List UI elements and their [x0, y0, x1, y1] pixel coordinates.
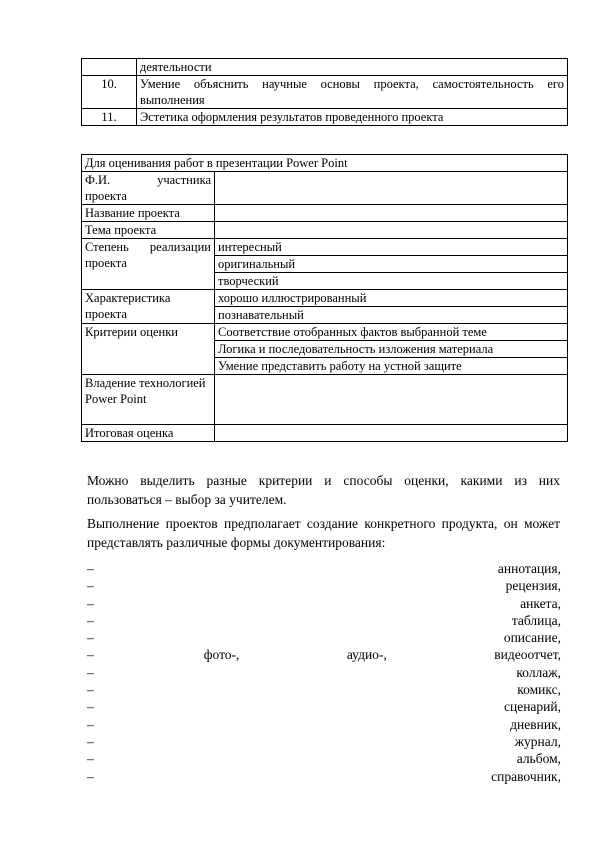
table-row [82, 205, 568, 222]
dash: – [87, 647, 94, 663]
list-item-text: дневник, [510, 716, 561, 732]
dash: – [87, 699, 94, 715]
table-row [82, 239, 568, 256]
fio-label: Ф.И. участника проекта [82, 172, 215, 205]
table-row [82, 290, 568, 307]
list-item [87, 595, 561, 612]
row-text: Умение объяснить научные основы проекта, самостоятельность его выполнения [137, 76, 568, 109]
degree-item: интересный [215, 239, 568, 256]
row-number: 11. [82, 109, 137, 126]
dash: – [87, 716, 94, 732]
table-title: Для оценивания работ в презентации Power Point [82, 155, 568, 172]
table-row [82, 222, 568, 239]
list-item [87, 612, 561, 629]
criteria-label: Критерии оценки [82, 324, 215, 375]
list-item-text: видеоотчет, [494, 647, 561, 663]
list-item [87, 664, 561, 681]
list-item [87, 716, 561, 733]
criteria-table-continued [81, 58, 568, 126]
dash: – [87, 612, 94, 628]
fio-value-cell [215, 172, 568, 205]
list-item [87, 681, 561, 698]
table-row [82, 109, 568, 126]
list-item-text: справочник, [491, 768, 561, 784]
final-grade-cell [215, 425, 568, 442]
table-row [82, 76, 568, 109]
row-text: деятельности [137, 59, 568, 76]
row-number: 10. [82, 76, 137, 109]
characteristic-item: познавательный [215, 307, 568, 324]
dash: – [87, 733, 94, 749]
table-row [82, 59, 568, 76]
list-item [87, 629, 561, 646]
list-item-text: аннотация, [497, 561, 561, 576]
criteria-item: Соответствие отобранных фактов выбранной теме [215, 324, 568, 341]
media-row [94, 646, 561, 663]
project-theme-label: Тема проекта [82, 222, 215, 239]
paragraph: Выполнение проектов предполагает создание конкретного продукта, он может представлять различные формы документирования: [87, 516, 560, 550]
degree-label: Степень реализации проекта [82, 239, 215, 290]
list-item-text: сценарий, [504, 699, 561, 715]
list-item [87, 577, 561, 594]
criteria-item: Умение представить работу на устной защите [215, 358, 568, 375]
list-item-text: таблица, [511, 612, 561, 628]
degree-item: оригинальный [215, 256, 568, 273]
project-name-label: Название проекта [82, 205, 215, 222]
table-row [82, 172, 568, 205]
list-item [87, 768, 561, 785]
list-item [87, 750, 561, 767]
table-title-row [82, 155, 568, 172]
list-item-text: аудио-, [346, 647, 387, 663]
row-text: Эстетика оформления результатов проведенного проекта [137, 109, 568, 126]
list-item [87, 733, 561, 750]
list-item-text: описание, [503, 630, 561, 646]
list-item-text: комикс, [517, 682, 561, 698]
criteria-item: Логика и последовательность изложения материала [215, 341, 568, 358]
list-item-text: коллаж, [516, 664, 561, 680]
powerpoint-skill-label: Владение технологией Power Point [82, 375, 215, 425]
dash: – [87, 682, 94, 698]
table-row [82, 375, 568, 425]
row-number [82, 59, 137, 76]
degree-item: творческий [215, 273, 568, 290]
characteristic-label: Характеристика проекта [82, 290, 215, 324]
table-row [82, 324, 568, 341]
document-forms-list [87, 560, 561, 785]
list-item [87, 698, 561, 715]
powerpoint-skill-cell [215, 375, 568, 425]
powerpoint-evaluation-table [81, 154, 568, 442]
final-grade-label: Итоговая оценка [82, 425, 215, 442]
dash: – [87, 561, 94, 576]
table-row [82, 425, 568, 442]
list-item [87, 560, 561, 577]
characteristic-item: хорошо иллюстрированный [215, 290, 568, 307]
dash: – [87, 751, 94, 767]
project-theme-cell [215, 222, 568, 239]
project-name-cell [215, 205, 568, 222]
dash: – [87, 664, 94, 680]
dash: – [87, 768, 94, 784]
list-item-text: фото-, [203, 647, 240, 663]
list-item [87, 646, 561, 663]
paragraph: Можно выделить разные критерии и способы оценки, какими из них пользоваться – выбор за учителем. [87, 473, 560, 507]
dash: – [87, 630, 94, 646]
dash: – [87, 595, 94, 611]
list-item-text: рецензия, [505, 578, 561, 594]
dash: – [87, 578, 94, 594]
list-item-text: альбом, [516, 751, 561, 767]
list-item-text: журнал, [514, 733, 561, 749]
list-item-text: анкета, [520, 595, 561, 611]
